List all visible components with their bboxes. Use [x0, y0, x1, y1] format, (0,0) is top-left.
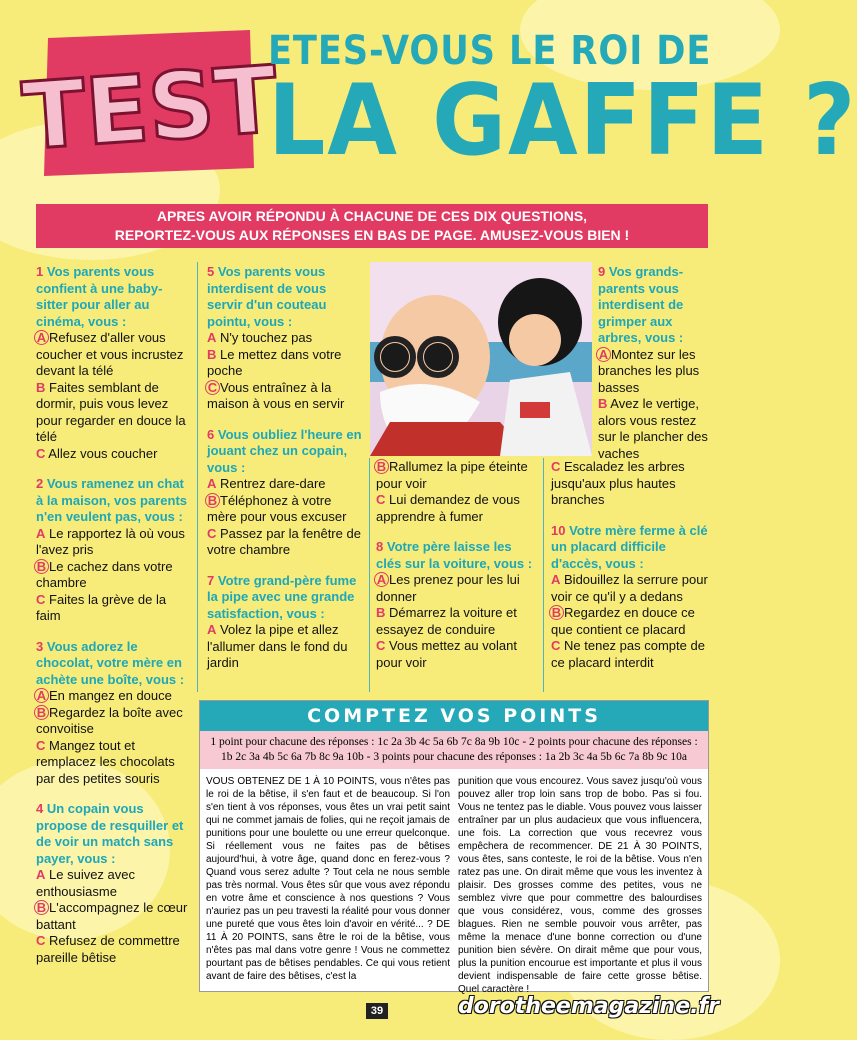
- option-c: C Faites la grève de la faim: [36, 591, 167, 623]
- question-4: [36, 801, 190, 966]
- site-watermark: dorotheemagazine.fr: [458, 994, 719, 1019]
- option-b: B Démarrez la voiture et essayez de conduire: [376, 605, 517, 637]
- option-a: A Refusez d'aller vous coucher et vous incrustez devant la télé: [36, 330, 184, 378]
- intro-banner: [36, 204, 708, 248]
- points-key: [200, 731, 708, 769]
- points-line-2: 1b 2c 3a 4b 5c 6a 7b 8c 9a 10b - 3 points pour chacune des réponses : 1a 2b 3c 4a 5b 6c 7a 8b 9c 10a: [221, 751, 687, 763]
- option-b: B Le cachez dans votre chambre: [36, 558, 173, 590]
- column-1: [36, 264, 190, 980]
- column-4: [551, 459, 709, 685]
- option-b: B Regardez en douce ce que contient ce placard: [551, 605, 695, 637]
- option-c: C Vous entraînez à la maison à vous en servir: [207, 379, 345, 411]
- question-title: 8 Votre père laisse les clés sur la voiture, vous :: [376, 539, 533, 571]
- option-c: C Escaladez les arbres jusqu'aux plus hautes branches: [551, 459, 685, 507]
- question-9-continued: [551, 459, 709, 509]
- option-c: C Refusez de commettre pareille bêtise: [36, 933, 180, 965]
- option-c: C Allez vous coucher: [36, 445, 158, 461]
- banner-line-1: APRES AVOIR RÉPONDU À CHACUNE DE CES DIX QUESTIONS,: [156, 208, 588, 224]
- question-title: 6 Vous oubliez l'heure en jouant chez un copain, vous :: [207, 426, 362, 475]
- question-2: [36, 476, 190, 625]
- question-7-continued: [376, 459, 536, 525]
- question-3: [36, 639, 190, 788]
- option-a: A Le rapportez là où vous l'avez pris: [36, 525, 185, 557]
- option-c: C Lui demandez de vous apprendre à fumer: [376, 492, 520, 524]
- option-b: B Rallumez la pipe éteinte pour voir: [376, 459, 528, 491]
- question-10: [551, 523, 709, 672]
- test-logo: [19, 28, 281, 178]
- score-box: [199, 700, 709, 995]
- column-divider: [197, 262, 198, 692]
- question-7: [207, 573, 363, 672]
- question-title: 1 Vos parents vous confient à une baby-sitter pour aller au cinéma, vous :: [36, 264, 163, 329]
- option-a: A N'y touchez pas: [207, 330, 313, 345]
- question-5: [207, 264, 363, 413]
- option-a: A Les prenez pour les lui donner: [376, 572, 520, 604]
- score-title: COMPTEZ VOS POINTS: [200, 701, 708, 731]
- test-logo-text: TEST: [19, 46, 281, 171]
- option-c: C Passez par la fenêtre de votre chambre: [207, 525, 361, 557]
- option-a: A En mangez en douce: [36, 688, 190, 705]
- option-c: C Mangez tout et remplacez les chocolats par des petites souris: [36, 737, 175, 786]
- option-c: C Vous mettez au volant pour voir: [376, 638, 517, 670]
- question-6: [207, 427, 363, 559]
- option-a: A Volez la pipe et allez l'allumer dans le fond du jardin: [207, 622, 348, 670]
- score-results: [200, 769, 708, 996]
- option-b: B Téléphonez à votre mère pour vous excuser: [207, 492, 347, 524]
- option-b: B Avez le vertige, alors vous restez sur le plancher des vaches: [598, 396, 708, 461]
- title-line-2: LA GAFFE ?: [268, 64, 857, 178]
- question-1: [36, 264, 190, 462]
- question-9: [598, 264, 710, 462]
- points-line-1: 1 point pour chacune des réponses : 1c 2a 3b 4c 5a 6b 7c 8a 9b 10c - 2 points pour chacune des réponses :: [210, 736, 698, 748]
- column-divider: [543, 458, 544, 692]
- results-left: VOUS OBTENEZ DE 1 À 10 POINTS, vous n'êtes pas le roi de la bêtise, il s'en faut et de beaucoup. Si l'on s'en tient à vos réponses, vous êtes un vrai petit saint qui ne commet jamais de folies, qui ne reçoit jamais de punitions pour une boulette ou une erreur quelconque. Si réellement vous ne faites pas de bêtises aujourd'hui, à votre âge, quand donc en ferez-vous ? Quand vous serez adulte ? Tout cela ne nous semble pas très normal. Vous êtes sûr que vous avez répondu en votre âme et conscience à nos questions ? Vous n'auriez pas un peu travesti la réalité pour vous donner une pureté que vous êtes loin d'avoir en vérité... ? DE 11 À 20 POINTS, sans être le roi de la bêtise, vous n'êtes pas mal dans votre genre ! Vous ne commettez pourtant pas de bêtises pendables. Ce qui vous retient avant de faire des bêtises, c'est la: [206, 776, 450, 982]
- banner-line-2: REPORTEZ-VOUS AUX RÉPONSES EN BAS DE PAGE. AMUSEZ-VOUS BIEN !: [114, 227, 630, 243]
- question-title: 10 Votre mère ferme à clé un placard difficile d'accès, vous :: [551, 522, 708, 571]
- option-b: B Le mettez dans votre poche: [207, 346, 342, 378]
- option-b: B Faites semblant de dormir, puis vous levez pour regarder en douce la télé: [36, 379, 186, 444]
- option-a: A Bidouillez la serrure pour voir ce qu'il y a dedans: [551, 572, 708, 604]
- option-b: B L'accompagnez le cœur battant: [36, 900, 188, 932]
- column-divider: [369, 458, 370, 692]
- column-4-top: [598, 264, 710, 476]
- question-title: 5 Vos parents vous interdisent de vous servir d'un couteau pointu, vous :: [207, 264, 327, 329]
- question-title: 9 Vos grands-parents vous interdisent de grimper aux arbres, vous :: [598, 264, 684, 345]
- page-number: 39: [366, 1003, 388, 1019]
- option-a: A Montez sur les branches les plus basses: [598, 346, 700, 395]
- option-c: C Ne tenez pas compte de ce placard interdit: [551, 638, 705, 670]
- question-title: 7 Votre grand-père fume la pipe avec une grande satisfaction, vous :: [207, 572, 357, 621]
- cartoon-illustration: [370, 262, 592, 456]
- title-line-1: ETES-VOUS LE ROI DE: [268, 28, 712, 74]
- results-right: punition que vous encourez. Vous savez jusqu'où vous pouvez aller trop loin sans trop de bobo. Pas si fou. Vous ne tentez pas le diable. Vous pouvez vous laisser entraîner par un plus audacieux que vous influencera, une fois. La correction que vous recevrez vous empêchera de recommencer. DE 21 À 30 POINTS, vous êtes, sans conteste, le roi de la bêtise. Vous n'en ratez pas une. On dirait même que vous les inventez à plaisir. Des grosses comme des petites, vous ne semblez vivre que pour commettre des balourdises que vous considérez, vous, comme des grosses blagues. Rien ne semble pouvoir vous arrêter, pas même la menace d'une bonne correction ou d'une punition bien sévère. On dirait même que pour vous, plus la punition encourue est importante et plus il vous devient indispensable de faire cette grosse bêtise. Quel caractère !: [458, 776, 702, 995]
- column-3: [376, 459, 536, 685]
- question-title: 2 Vous ramenez un chat à la maison, vos parents n'en veulent pas, vous :: [36, 476, 188, 524]
- option-b: B Regardez la boîte avec convoitise: [36, 704, 183, 736]
- column-2: [207, 264, 363, 686]
- option-a: A Le suivez avec enthousiasme: [36, 867, 136, 899]
- question-8: [376, 539, 536, 671]
- question-title: 3 Vous adorez le chocolat, votre mère en achète une boîte, vous :: [36, 638, 185, 687]
- question-title: 4 Un copain vous propose de resquiller et de voir un match sans payer, vous :: [36, 801, 184, 866]
- option-a: A Rentrez dare-dare: [207, 476, 326, 491]
